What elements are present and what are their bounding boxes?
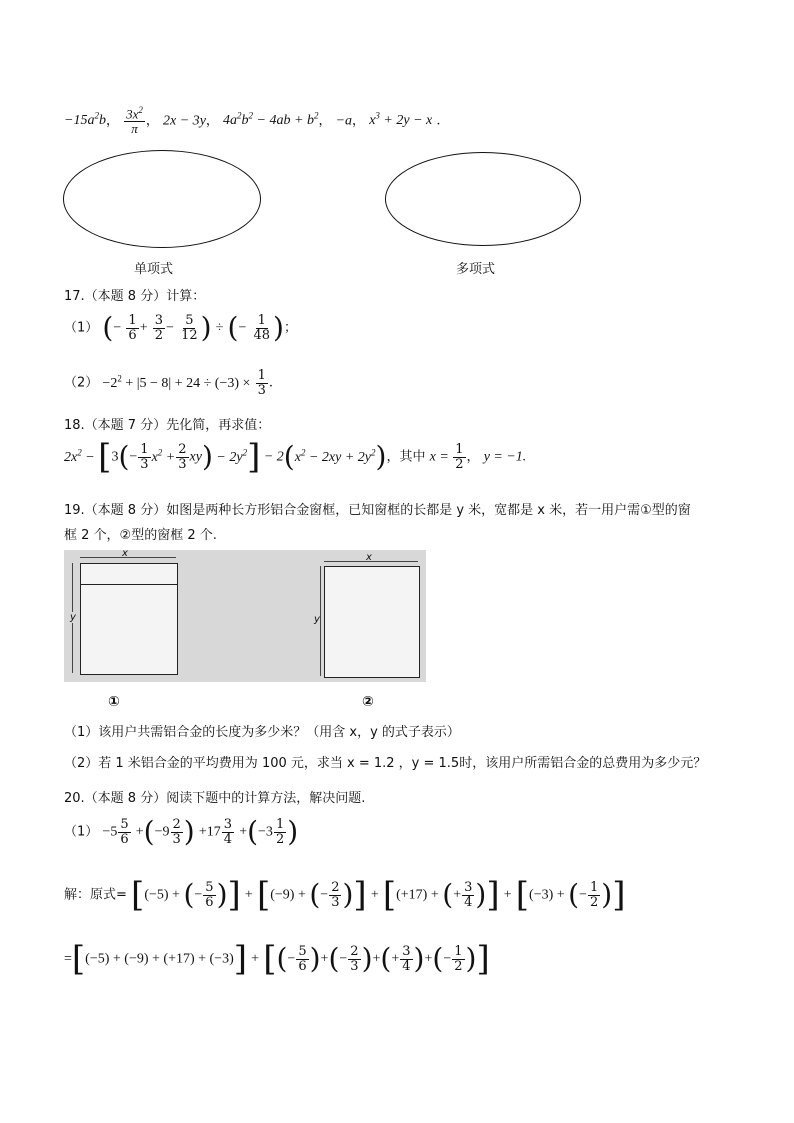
frame-2-y-label: y [314, 614, 320, 625]
monomial-label: 单项式 [134, 262, 174, 277]
q20-heading: 20.（本题 8 分）阅读下题中的计算方法，解决问题. [64, 791, 366, 806]
figure-2-label: ② [362, 694, 374, 710]
frame-2-x-label: x [366, 552, 372, 563]
frame-1-y-label: y [70, 612, 76, 623]
q17-part1: （1） (− $\frac{1}{6}$ + $\frac{3}{2}$ − $\frac{5}{12}$ ) ÷ (− $\frac{1}{48}$ )； [64, 311, 297, 345]
q19-sub1: （1）该用户共需铝合金的长度为多少米？（用含 x，y 的式子表示） [64, 725, 460, 740]
q19-line2: 框 2 个，②型的窗框 2 个. [64, 528, 217, 543]
q18-expression: $2x^2 - [3(-$ $\frac{1}{3}$ $x^2$ + $\frac{2}{3}$ $xy) - 2y^2] - 2(x^2 - 2xy + 2y^2)$，其中 x = $\frac{1}{2}$ ， y = −1. [64, 437, 527, 477]
frame-2-y-dimension [320, 566, 321, 676]
figure-1-label: ① [108, 694, 120, 710]
q20-part1: （1） −5 $\frac{5}{6}$ +(−9 $\frac{2}{3}$ ) +17 $\frac{3}{4}$ +(−3 $\frac{1}{2}$ ) [64, 815, 299, 849]
monomial-set-ellipse [63, 150, 261, 248]
q19-sub2: （2）若 1 米铝合金的平均费用为 100 元，求当 x = 1.2 ，y = 1.5时，该用户所需铝合金的总费用为多少元？ [64, 756, 707, 771]
q18-heading: 18.（本题 7 分）先化简，再求值： [64, 418, 271, 433]
q20-solution-label: 解：原式= [64, 887, 127, 903]
q20-part1-label: （1） [64, 824, 99, 840]
q17-part2: $(2) -2^2 + |5 - 8| + 24 \div (-3)$ × $\frac{1}{3}$ . [64, 368, 273, 398]
q18-y-value: y = −1. [483, 449, 527, 465]
frame-1-upper-section [81, 564, 177, 585]
frame-1-x-dimension [80, 557, 176, 558]
q18-condition: ，其中 [386, 449, 426, 465]
q17-part1-label: （1） [64, 320, 99, 336]
q19-line1: 19.（本题 8 分）如图是两种长方形铝合金窗框，已知窗框的长都是 y 米，宽都是 x 米，若一用户需①型的窗 [64, 503, 691, 518]
q17-heading: 17.（本题 8 分）计算： [64, 289, 206, 304]
frame-1-middle-bar [81, 584, 177, 585]
polynomial-set-ellipse [385, 152, 581, 246]
polynomial-label: 多项式 [456, 262, 496, 277]
expression-list: $-15a^2b$， $\frac{3x^2}{\pi}$ ， 2x − 3y， $4a^2b^2 - 4ab + b^2$， −a， $x^3 + 2y - x$ . [64, 105, 441, 136]
q20-solution-step1: 解：原式= [(−5) + (− $\frac{5}{6}$ )] + [(−9) + (− $\frac{2}{3}$ )] + [(+17) + (+ $\frac{3}{4}$ )] + [(−3) + (− $\frac{1}{2}$ )] [64, 875, 626, 915]
q20-solution-step2: =[(−5) + (−9) + (+17) + (−3)] + [(− $\frac{5}{6}$ )+(− $\frac{2}{3}$ )+(+ $\frac{3}{4}$ )+(− $\frac{1}{2}$ )] [64, 939, 490, 979]
window-frames-figure [64, 550, 426, 682]
window-frame-type-2 [324, 566, 420, 678]
frame-1-x-label: x [122, 548, 128, 559]
window-frame-type-1 [80, 563, 178, 675]
q17-part2-label: （2） [64, 375, 99, 391]
